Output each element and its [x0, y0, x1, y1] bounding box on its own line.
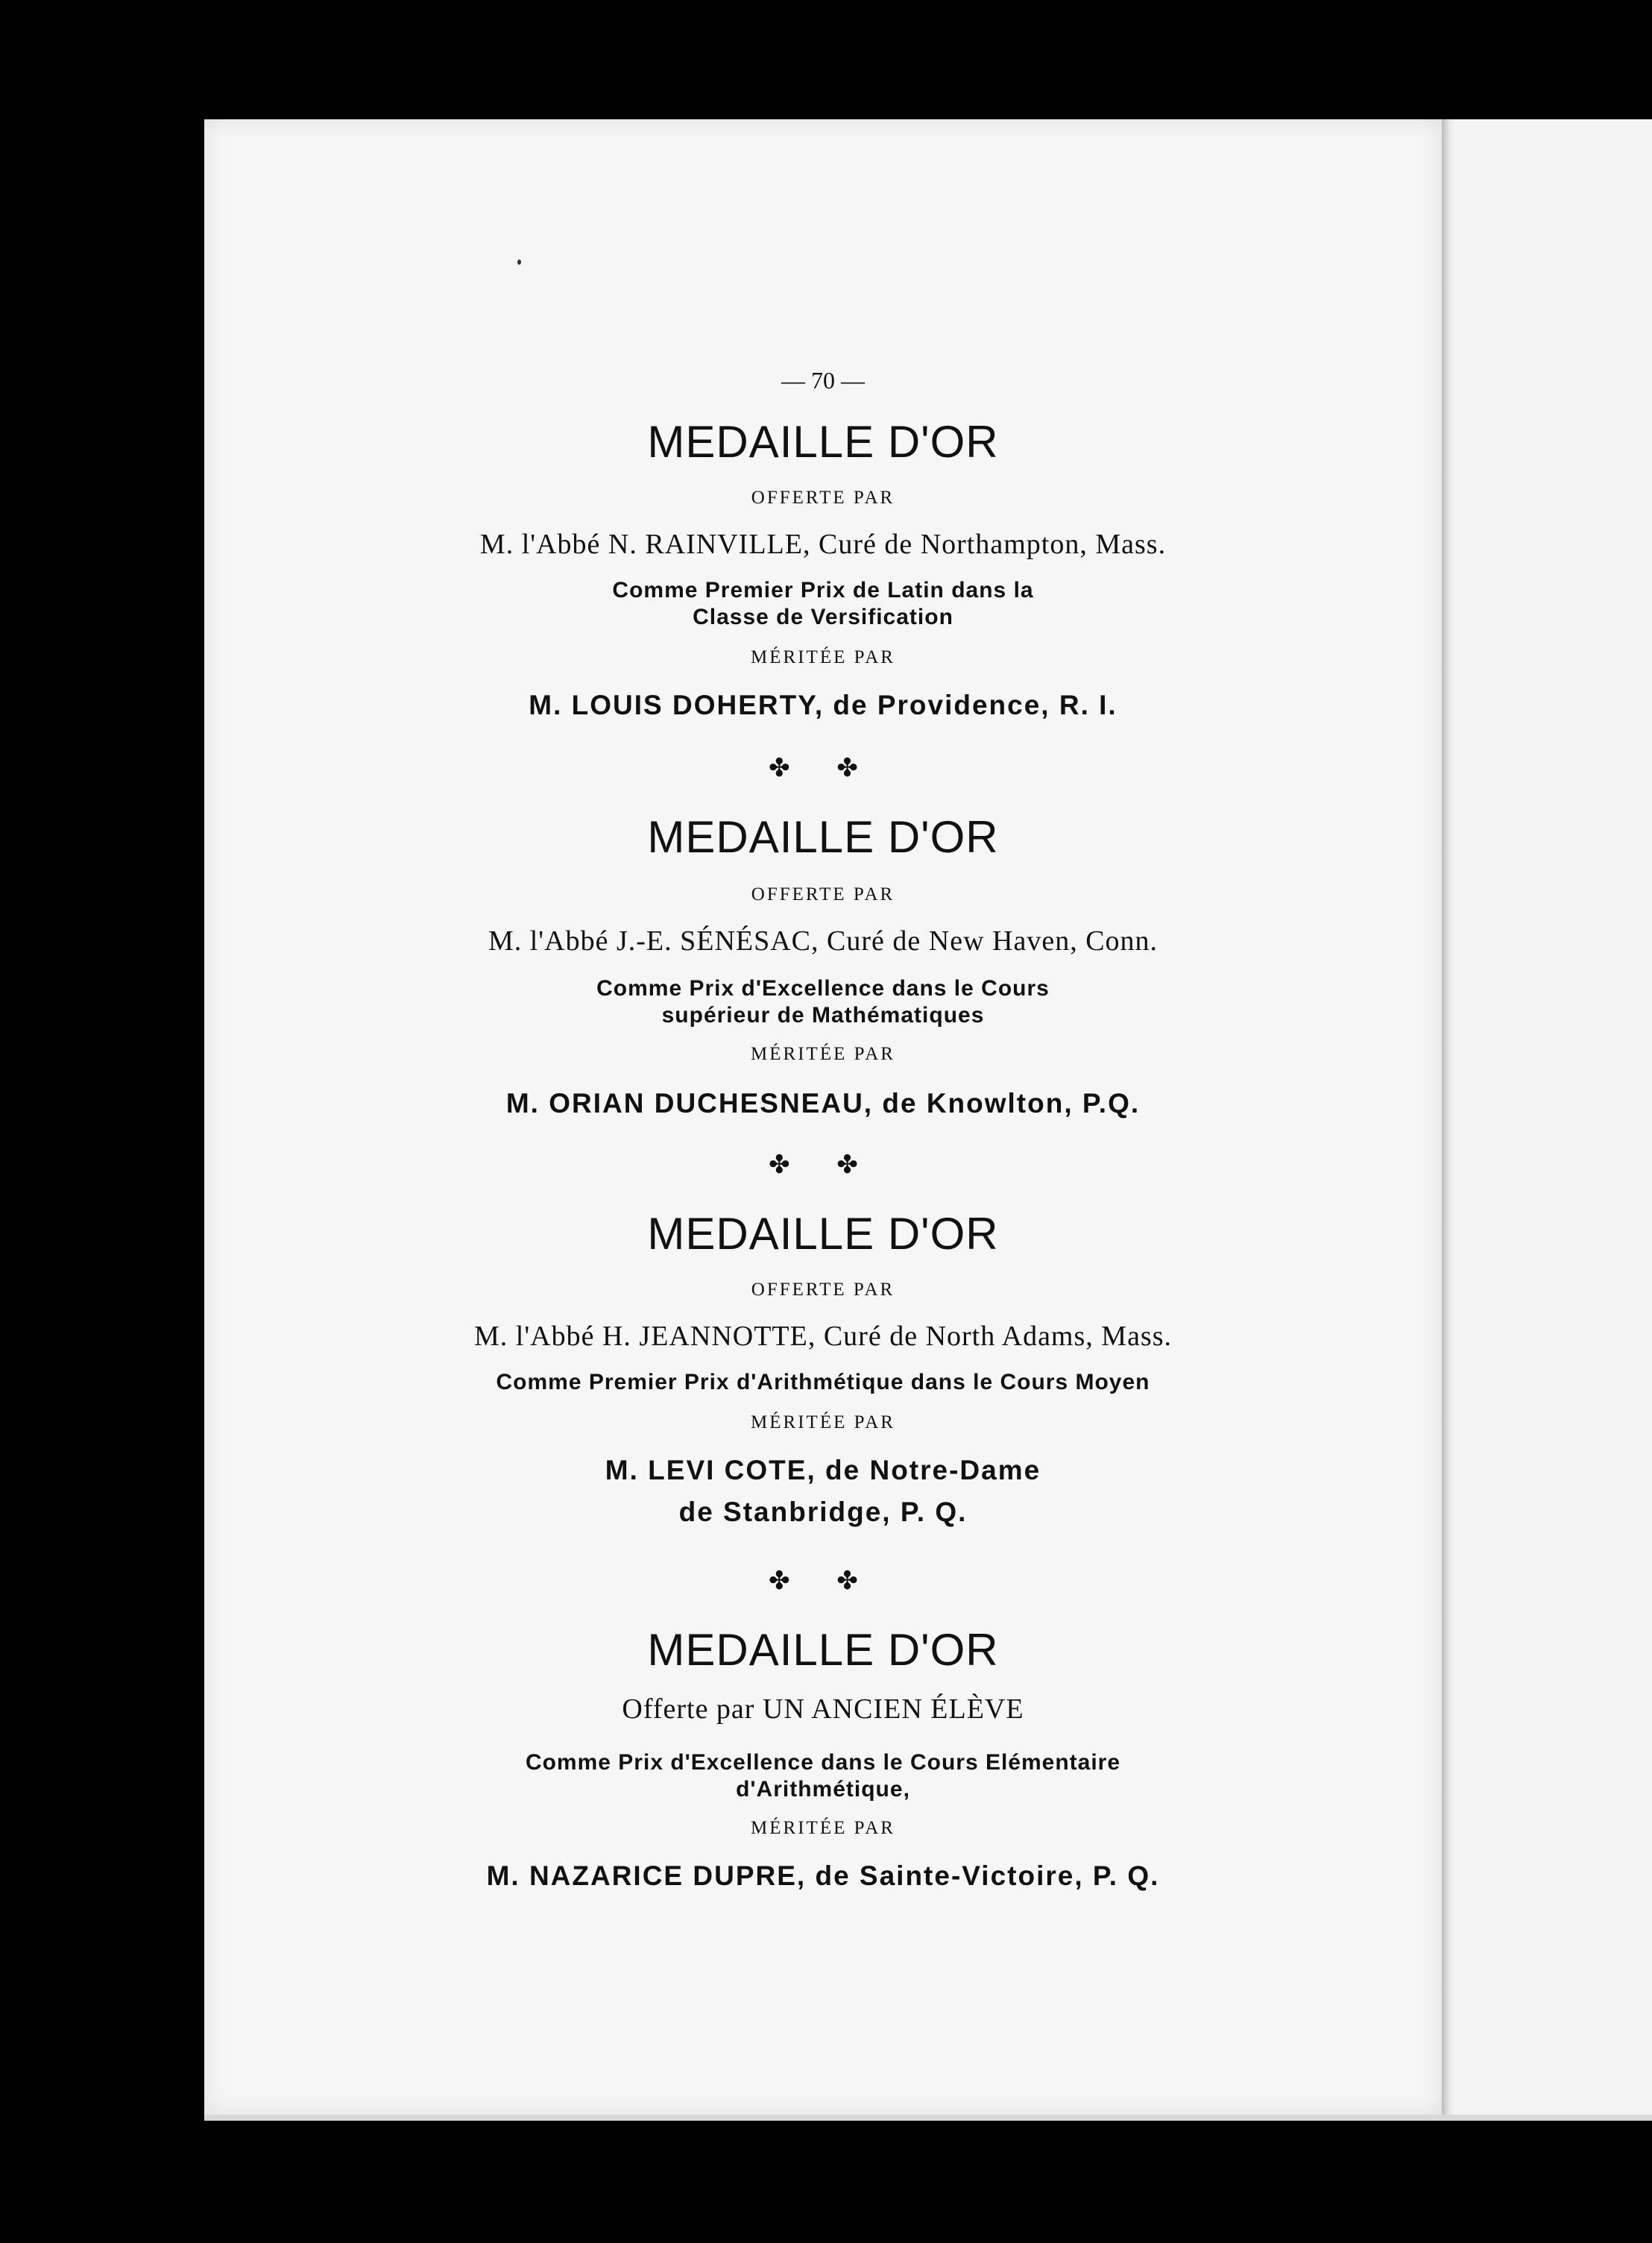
page-number: — 70 — [781, 367, 865, 394]
earned-label: MÉRITÉE PAR [751, 1044, 895, 1064]
offered-label: OFFERTE PAR [751, 488, 895, 508]
earned-label: MÉRITÉE PAR [751, 1818, 895, 1838]
page-content [204, 119, 1442, 2115]
prize-line: Comme Prix d'Excellence dans le Cours [596, 976, 1050, 1001]
donor-line: M. l'Abbé N. RAINVILLE, Curé de Northampton, Mass. [479, 529, 1167, 560]
winner-line: M. LEVI COTE, de Notre-Dame [605, 1455, 1041, 1485]
medal-title: MEDAILLE D'OR [647, 1625, 999, 1675]
ornament-divider: ✤ ✤ [769, 1566, 877, 1596]
winner-line: M. NAZARICE DUPRE, de Sainte-Victoire, P. Q. [486, 1860, 1160, 1891]
winner-line: de Stanbridge, P. Q. [678, 1497, 968, 1527]
prize-line: Classe de Versification [693, 605, 953, 629]
prize-line: d'Arithmétique, [736, 1777, 910, 1802]
winner-line: M. ORIAN DUCHESNEAU, de Knowlton, P.Q. [505, 1088, 1141, 1119]
prize-line: Comme Premier Prix d'Arithmétique dans le Cours Moyen [496, 1370, 1150, 1394]
offered-label: Offerte par UN ANCIEN ÉLÈVE [622, 1693, 1024, 1725]
earned-label: MÉRITÉE PAR [751, 1412, 895, 1432]
ornament-divider: ✤ ✤ [769, 1150, 877, 1180]
medal-title: MEDAILLE D'OR [647, 812, 999, 862]
offered-label: OFFERTE PAR [751, 1280, 895, 1300]
winner-line: M. LOUIS DOHERTY, de Providence, R. I. [529, 690, 1117, 720]
medal-title: MEDAILLE D'OR [647, 1209, 999, 1259]
donor-line: M. l'Abbé H. JEANNOTTE, Curé de North Adams, Mass. [473, 1321, 1173, 1352]
donor-line: M. l'Abbé J.-E. SÉNÉSAC, Curé de New Haven, Conn. [488, 925, 1158, 957]
book-gutter [1442, 119, 1455, 2115]
facing-page [1455, 119, 1652, 2115]
prize-line: Comme Premier Prix de Latin dans la [612, 578, 1034, 603]
earned-label: MÉRITÉE PAR [751, 647, 895, 667]
offered-label: OFFERTE PAR [751, 884, 895, 905]
medal-title: MEDAILLE D'OR [647, 417, 999, 467]
ornament-divider: ✤ ✤ [769, 753, 877, 783]
prize-line: supérieur de Mathématiques [661, 1003, 985, 1028]
prize-line: Comme Prix d'Excellence dans le Cours Elémentaire [525, 1750, 1121, 1775]
page-bottom-edge [204, 2115, 1652, 2121]
